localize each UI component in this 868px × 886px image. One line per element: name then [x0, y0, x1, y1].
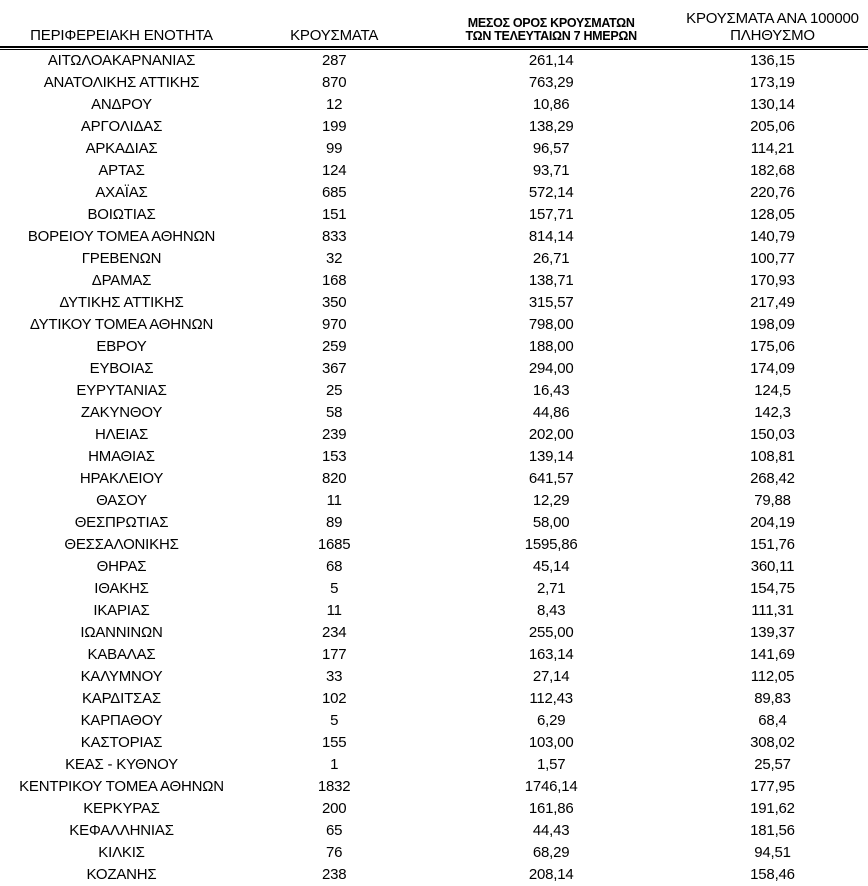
region-name: ΔΥΤΙΚΗΣ ΑΤΤΙΚΗΣ [59, 294, 184, 311]
table-row [0, 336, 868, 358]
region-name: ΗΜΑΘΙΑΣ [88, 448, 155, 465]
per100k-value: 174,09 [750, 360, 795, 377]
table-row [0, 820, 868, 842]
region-name: ΚΑΡΠΑΘΟΥ [80, 712, 163, 729]
region-name: ΒΟΡΕΙΟΥ ΤΟΜΕΑ ΑΘΗΝΩΝ [27, 228, 216, 245]
avg7-value: 93,71 [532, 162, 570, 179]
column-header-avg7-line2: ΤΩΝ ΤΕΛΕΥΤΑΙΩΝ 7 ΗΜΕΡΩΝ [465, 29, 637, 44]
per100k-value: 108,81 [750, 448, 795, 465]
region-name: ΖΑΚΥΝΘΟΥ [80, 404, 163, 421]
per100k-value: 142,3 [754, 404, 791, 421]
table-row [0, 842, 868, 864]
avg7-value: 188,00 [528, 338, 574, 355]
avg7-value: 45,14 [532, 558, 570, 575]
avg7-value: 1746,14 [524, 778, 578, 795]
region-name: ΔΡΑΜΑΣ [91, 272, 152, 289]
per100k-value: 205,06 [750, 118, 795, 135]
per100k-value: 136,15 [750, 52, 795, 69]
avg7-value: 157,71 [528, 206, 574, 223]
per100k-value: 268,42 [750, 470, 795, 487]
per100k-value: 89,83 [754, 690, 791, 707]
table-row [0, 512, 868, 534]
cases-value: 153 [321, 448, 347, 465]
table-row [0, 864, 868, 886]
per100k-value: 68,4 [758, 712, 787, 729]
table-row [0, 776, 868, 798]
cases-value: 234 [321, 624, 347, 641]
region-name: ΒΟΙΩΤΙΑΣ [87, 206, 156, 223]
avg7-value: 641,57 [528, 470, 574, 487]
column-header-region [0, 28, 243, 47]
per100k-value: 191,62 [750, 800, 795, 817]
region-name: ΚΑΡΔΙΤΣΑΣ [82, 690, 162, 707]
cases-value: 151 [321, 206, 347, 223]
table-row [0, 490, 868, 512]
cases-value: 287 [321, 52, 347, 69]
cases-value: 32 [326, 250, 343, 267]
cases-value: 65 [326, 822, 343, 839]
cases-value: 367 [321, 360, 347, 377]
cases-value: 89 [326, 514, 343, 531]
cases-value: 259 [321, 338, 347, 355]
region-name: ΚΑΣΤΟΡΙΑΣ [80, 734, 163, 751]
cases-value: 33 [326, 668, 343, 685]
table-row [0, 72, 868, 94]
avg7-value: 208,14 [528, 866, 574, 883]
region-name: ΕΒΡΟΥ [96, 338, 147, 355]
table-row [0, 732, 868, 754]
per100k-value: 111,31 [751, 602, 794, 619]
avg7-value: 16,43 [532, 382, 570, 399]
per100k-value: 182,68 [750, 162, 795, 179]
table-row [0, 710, 868, 732]
per100k-value: 94,51 [754, 844, 791, 861]
per100k-value: 220,76 [750, 184, 795, 201]
table-row [0, 358, 868, 380]
column-header-per100k-line2: ΠΛΗΘΥΣΜΟ [730, 26, 815, 44]
avg7-value: 6,29 [536, 712, 566, 729]
region-name: ΗΡΑΚΛΕΙΟΥ [79, 470, 164, 487]
region-name: ΚΙΛΚΙΣ [98, 844, 145, 861]
table-row [0, 270, 868, 292]
avg7-value: 68,29 [532, 844, 570, 861]
table-row [0, 138, 868, 160]
per100k-value: 130,14 [750, 96, 795, 113]
table-row [0, 622, 868, 644]
table-row [0, 798, 868, 820]
per100k-value: 154,75 [750, 580, 795, 597]
cases-value: 12 [326, 96, 343, 113]
column-header-cases [243, 28, 425, 47]
cases-value: 970 [321, 316, 347, 333]
per100k-value: 25,57 [754, 756, 791, 773]
region-name: ΕΥΒΟΙΑΣ [89, 360, 154, 377]
avg7-value: 1595,86 [524, 536, 578, 553]
cases-value: 11 [326, 602, 342, 619]
cases-value: 870 [321, 74, 347, 91]
avg7-value: 138,29 [528, 118, 574, 135]
cases-value: 200 [321, 800, 347, 817]
per100k-value: 204,19 [750, 514, 795, 531]
per100k-value: 175,06 [750, 338, 795, 355]
table-row [0, 446, 868, 468]
column-header-region-line1: ΠΕΡΙΦΕΡΕΙΑΚΗ ΕΝΟΤΗΤΑ [30, 26, 213, 44]
avg7-value: 103,00 [528, 734, 574, 751]
region-name: ΓΡΕΒΕΝΩΝ [81, 250, 162, 267]
per100k-value: 124,5 [754, 382, 791, 399]
per100k-value: 173,19 [750, 74, 795, 91]
per100k-value: 170,93 [750, 272, 795, 289]
region-name: ΑΝΑΤΟΛΙΚΗΣ ΑΤΤΙΚΗΣ [43, 74, 200, 91]
per100k-value: 198,09 [750, 316, 795, 333]
cases-value: 350 [321, 294, 347, 311]
cases-value: 155 [321, 734, 347, 751]
region-name: ΙΚΑΡΙΑΣ [93, 602, 150, 619]
region-name: ΚΑΒΑΛΑΣ [87, 646, 156, 663]
table-row [0, 204, 868, 226]
avg7-value: 814,14 [528, 228, 574, 245]
avg7-value: 763,29 [528, 74, 574, 91]
avg7-value: 163,14 [528, 646, 574, 663]
table-header-row [0, 0, 868, 46]
region-name: ΘΗΡΑΣ [96, 558, 147, 575]
cases-value: 177 [321, 646, 347, 663]
avg7-value: 112,43 [529, 690, 573, 707]
cases-value: 102 [321, 690, 347, 707]
table-row [0, 688, 868, 710]
table-row [0, 292, 868, 314]
table-row [0, 226, 868, 248]
per100k-value: 139,37 [750, 624, 795, 641]
per100k-value: 150,03 [750, 426, 795, 443]
column-header-avg7-line1: ΜΕΣΟΣ ΟΡΟΣ ΚΡΟΥΣΜΑΤΩΝ [467, 15, 635, 30]
cases-value: 5 [330, 580, 339, 597]
avg7-value: 26,71 [532, 250, 570, 267]
region-name: ΗΛΕΙΑΣ [94, 426, 149, 443]
region-name: ΕΥΡΥΤΑΝΙΑΣ [76, 382, 167, 399]
cases-value: 25 [326, 382, 343, 399]
avg7-value: 58,00 [532, 514, 570, 531]
region-name: ΚΕΝΤΡΙΚΟΥ ΤΟΜΕΑ ΑΘΗΝΩΝ [19, 778, 224, 795]
cases-value: 820 [321, 470, 347, 487]
avg7-value: 294,00 [528, 360, 574, 377]
cases-value: 1685 [317, 536, 351, 553]
per100k-value: 100,77 [750, 250, 795, 267]
column-header-per100k [677, 11, 868, 46]
avg7-value: 44,86 [532, 404, 570, 421]
per100k-value: 360,11 [750, 558, 795, 575]
region-name: ΑΡΚΑΔΙΑΣ [85, 140, 158, 157]
table-row [0, 314, 868, 336]
table-row [0, 402, 868, 424]
cases-value: 99 [326, 140, 343, 157]
avg7-value: 44,43 [532, 822, 570, 839]
cases-value: 76 [326, 844, 343, 861]
cases-value: 58 [326, 404, 343, 421]
region-name: ΚΕΡΚΥΡΑΣ [83, 800, 160, 817]
avg7-value: 2,71 [536, 580, 566, 597]
avg7-value: 139,14 [528, 448, 574, 465]
cases-value: 5 [330, 712, 339, 729]
cases-value: 168 [321, 272, 347, 289]
per100k-value: 114,21 [750, 140, 795, 157]
per100k-value: 177,95 [750, 778, 795, 795]
per100k-value: 308,02 [750, 734, 795, 751]
region-name: ΑΝΔΡΟΥ [91, 96, 152, 113]
cases-value: 239 [321, 426, 347, 443]
region-name: ΙΩΑΝΝΙΝΩΝ [80, 624, 163, 641]
per100k-value: 112,05 [750, 668, 795, 685]
region-name: ΑΧΑΪΑΣ [95, 184, 148, 201]
avg7-value: 27,14 [532, 668, 570, 685]
avg7-value: 1,57 [536, 756, 566, 773]
region-name: ΘΑΣΟΥ [96, 492, 147, 509]
table-row [0, 380, 868, 402]
cases-value: 238 [321, 866, 347, 883]
avg7-value: 798,00 [528, 316, 574, 333]
table-row [0, 644, 868, 666]
per100k-value: 140,79 [750, 228, 795, 245]
column-header-cases-line1: ΚΡΟΥΣΜΑΤΑ [290, 26, 379, 44]
region-name: ΚΟΖΑΝΗΣ [86, 866, 157, 883]
avg7-value: 10,86 [532, 96, 570, 113]
cases-value: 1 [330, 756, 339, 773]
cases-value: 1832 [317, 778, 351, 795]
cases-value: 68 [326, 558, 343, 575]
per100k-value: 141,69 [750, 646, 795, 663]
cases-value: 199 [321, 118, 347, 135]
table-row [0, 556, 868, 578]
region-name: ΙΘΑΚΗΣ [94, 580, 149, 597]
avg7-value: 255,00 [528, 624, 574, 641]
table-row [0, 116, 868, 138]
avg7-value: 138,71 [528, 272, 574, 289]
per100k-value: 151,76 [750, 536, 795, 553]
region-name: ΑΙΤΩΛΟΑΚΑΡΝΑΝΙΑΣ [47, 52, 196, 69]
table-row [0, 50, 868, 72]
region-name: ΔΥΤΙΚΟΥ ΤΟΜΕΑ ΑΘΗΝΩΝ [29, 316, 214, 333]
per100k-value: 217,49 [750, 294, 795, 311]
table-row [0, 754, 868, 776]
table-row [0, 468, 868, 490]
region-name: ΘΕΣΠΡΩΤΙΑΣ [74, 514, 169, 531]
cases-value: 11 [326, 492, 342, 509]
table-row [0, 578, 868, 600]
avg7-value: 202,00 [528, 426, 574, 443]
table-row [0, 248, 868, 270]
cases-value: 685 [321, 184, 347, 201]
table-row [0, 424, 868, 446]
avg7-value: 12,29 [532, 492, 570, 509]
avg7-value: 161,86 [528, 800, 574, 817]
cases-value: 833 [321, 228, 347, 245]
table-row [0, 534, 868, 556]
per100k-value: 128,05 [750, 206, 795, 223]
region-name: ΚΕΦΑΛΛΗΝΙΑΣ [69, 822, 174, 839]
region-name: ΚΕΑΣ - ΚΥΘΝΟΥ [65, 756, 178, 773]
table-row [0, 600, 868, 622]
region-name: ΚΑΛΥΜΝΟΥ [80, 668, 163, 685]
region-name: ΑΡΓΟΛΙΔΑΣ [80, 118, 163, 135]
table-row [0, 160, 868, 182]
region-name: ΑΡΤΑΣ [98, 162, 145, 179]
avg7-value: 572,14 [528, 184, 574, 201]
avg7-value: 8,43 [536, 602, 566, 619]
region-name: ΘΕΣΣΑΛΟΝΙΚΗΣ [64, 536, 179, 553]
table-body [0, 50, 868, 886]
column-header-per100k-line1: ΚΡΟΥΣΜΑΤΑ ΑΝΑ 100000 [686, 10, 859, 27]
table-row [0, 182, 868, 204]
column-header-avg7 [425, 17, 677, 47]
per100k-value: 181,56 [750, 822, 795, 839]
avg7-value: 315,57 [528, 294, 574, 311]
avg7-value: 96,57 [532, 140, 570, 157]
cases-value: 124 [321, 162, 347, 179]
table-row [0, 666, 868, 688]
table-row [0, 94, 868, 116]
avg7-value: 261,14 [528, 52, 574, 69]
per100k-value: 158,46 [750, 866, 795, 883]
per100k-value: 79,88 [754, 492, 791, 509]
